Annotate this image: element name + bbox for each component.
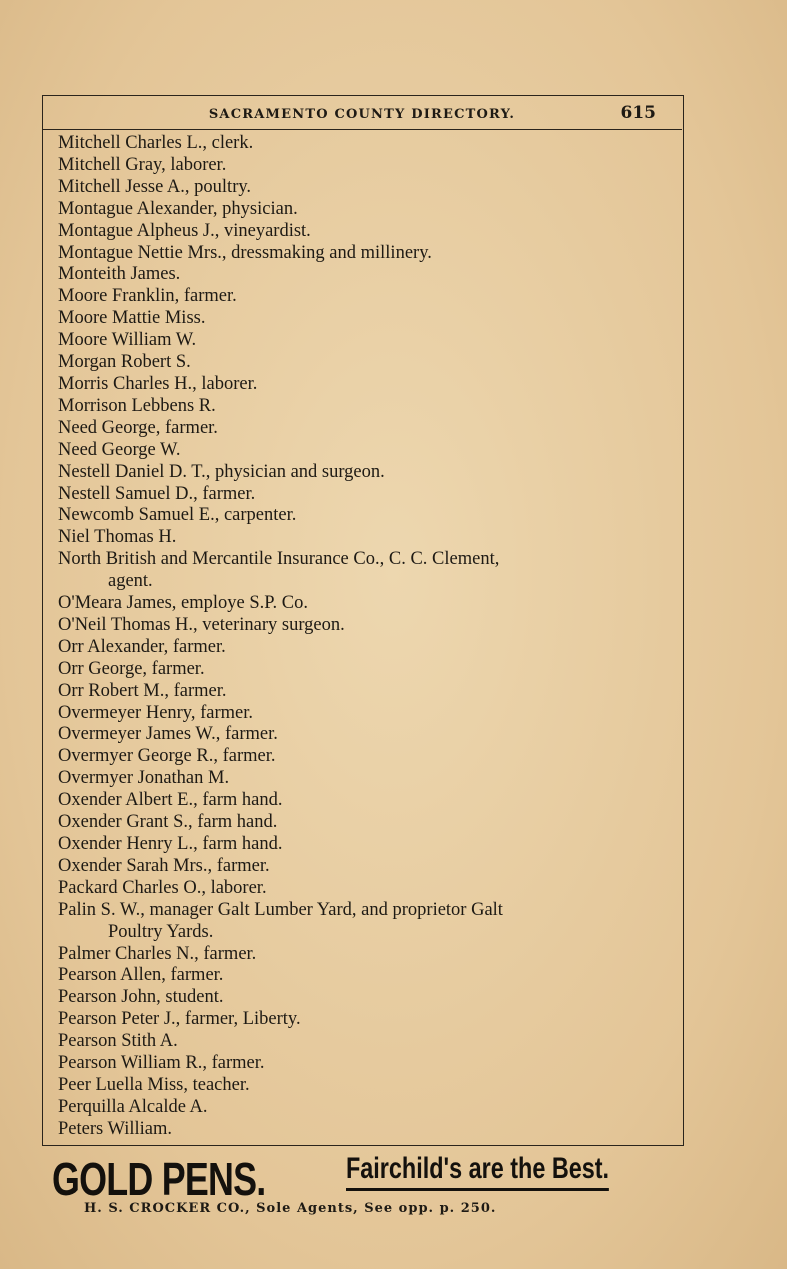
directory-entry: Pearson John, student. [58,987,224,1008]
ad-headline: GOLD PENS. [52,1153,266,1205]
directory-entry: Pearson Peter J., farmer, Liberty. [58,1009,301,1030]
directory-entry: Orr Alexander, farmer. [58,636,226,657]
directory-entry: Montague Alexander, physician. [58,198,298,219]
directory-entry: Morgan Robert S. [58,352,191,373]
directory-entry: Morris Charles H., laborer. [58,373,258,394]
directory-entry: Mitchell Jesse A., poultry. [58,176,252,197]
directory-entry: Packard Charles O., laborer. [58,877,267,898]
directory-entry: Newcomb Samuel E., carpenter. [58,505,297,526]
page-number: 615 [620,103,656,123]
directory-entry-continuation: agent. [108,571,153,592]
directory-entry: O'Neil Thomas H., veterinary surgeon. [58,614,345,635]
directory-entry: Pearson William R., farmer. [58,1053,265,1074]
directory-entry: Monteith James. [58,264,181,285]
directory-entry: Montague Alpheus J., vineyardist. [58,220,311,241]
directory-entry: Montague Nettie Mrs., dressmaking and millinery. [58,242,432,263]
directory-entry: Moore William W. [58,330,197,351]
directory-entry: Need George W. [58,439,181,460]
directory-entry: Perquilla Alcalde A. [58,1096,208,1117]
running-header [42,100,682,128]
advertisement [52,1148,682,1208]
directory-entry: O'Meara James, employe S.P. Co. [58,593,308,614]
directory-entry: Pearson Allen, farmer. [58,965,224,986]
directory-entry: Overmyer Jonathan M. [58,768,230,789]
directory-entry: Peer Luella Miss, teacher. [58,1074,250,1095]
directory-entry: Nestell Samuel D., farmer. [58,483,256,504]
directory-entry: Moore Mattie Miss. [58,308,206,329]
directory-entry: Palin S. W., manager Galt Lumber Yard, and proprietor Galt [58,899,503,920]
directory-entry: Nestell Daniel D. T., physician and surgeon. [58,461,385,482]
directory-entry: Niel Thomas H. [58,527,177,548]
directory-entry: Palmer Charles N., farmer. [58,943,257,964]
directory-entry: Morrison Lebbens R. [58,395,216,416]
header-rule [42,129,682,130]
directory-entry: Oxender Grant S., farm hand. [58,812,278,833]
directory-entry: Orr George, farmer. [58,658,205,679]
directory-entries [58,133,670,1141]
directory-entry: Oxender Sarah Mrs., farmer. [58,855,270,876]
directory-entry: Pearson Stith A. [58,1031,178,1052]
directory-entry: Mitchell Gray, laborer. [58,154,227,175]
directory-entry-continuation: Poultry Yards. [108,921,214,942]
directory-entry: North British and Mercantile Insurance Co., C. C. Clement, [58,549,500,570]
ad-agents-line: H. S. CROCKER CO., Sole Agents, See opp. p. 250. [84,1201,497,1216]
directory-entry: Need George, farmer. [58,417,218,438]
directory-entry: Overmeyer James W., farmer. [58,724,278,745]
directory-entry: Moore Franklin, farmer. [58,286,237,307]
directory-entry: Oxender Henry L., farm hand. [58,834,283,854]
directory-entry: Peters William. [58,1118,173,1139]
directory-entry: Oxender Albert E., farm hand. [58,790,283,811]
directory-entry: Overmeyer Henry, farmer. [58,702,254,723]
running-title: SACRAMENTO COUNTY DIRECTORY. [208,107,516,122]
directory-entry: Overmyer George R., farmer. [58,746,276,767]
ad-slogan: Fairchild's are the Best. [346,1152,609,1191]
directory-entry: Mitchell Charles L., clerk. [58,133,254,153]
directory-entry: Orr Robert M., farmer. [58,680,227,701]
